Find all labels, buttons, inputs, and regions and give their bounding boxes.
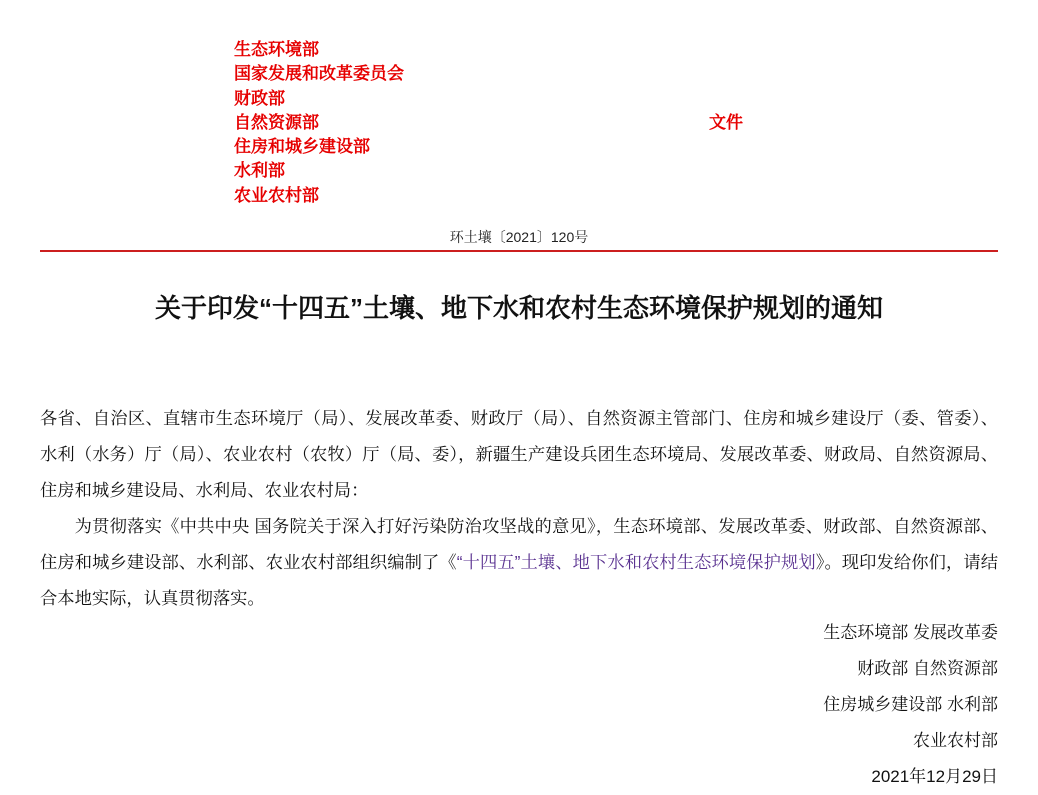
recipients-paragraph: 各省、自治区、直辖市生态环境厅（局）、发展改革委、财政厅（局）、自然资源主管部门、住房和城乡建设厅（委、管委）、水利（水务）厅（局）、农业农村（农牧）厅（局、委），新疆生产建设兵团生态环境局、发展改革委、财政局、自然资源局、住房和城乡建设局、水利局、农业农村局： [40, 408, 998, 500]
issuer: 自然资源部 [234, 112, 319, 132]
paragraph-text: 为贯彻落实《中共中央 国务院关于深入打好污染防治攻坚战的意见》，生态环境部、发展改革委、财政部、自然资源部、住房和城乡建设部、水利部、农业农村部组织编制了《 [40, 516, 998, 572]
issuer: 生态环境部 [234, 40, 319, 59]
issuer: 水利部 [234, 161, 285, 181]
signatory: 财政部 自然资源部 [857, 659, 998, 678]
signature-block [823, 615, 998, 795]
signature-date: 2021年12月29日 [871, 767, 998, 786]
doc-type-label: 文件 [709, 113, 743, 132]
red-divider [40, 250, 998, 252]
issuer: 农业农村部 [234, 185, 319, 205]
signatory: 农业农村部 [913, 731, 998, 750]
document-body [40, 400, 998, 616]
main-paragraph [40, 508, 998, 616]
signatory: 住房城乡建设部 水利部 [823, 695, 998, 714]
issuer: 住房和城乡建设部 [234, 137, 370, 157]
paragraph-text: 》。现印发给你们，请结合本地实际，认真贯彻落实。 [40, 552, 998, 608]
document-number: 环土壤〔2021〕120号 [449, 229, 589, 245]
signatory: 生态环境部 发展改革委 [823, 623, 998, 642]
issuer: 财政部 [234, 88, 285, 108]
plan-link[interactable]: “十四五”土壤、地下水和农村生态环境保护规划 [456, 552, 816, 572]
issuer: 国家发展和改革委员会 [234, 64, 404, 84]
issuing-agencies [234, 38, 404, 208]
page-title: 关于印发“十四五”土壤、地下水和农村生态环境保护规划的通知 [154, 293, 883, 323]
